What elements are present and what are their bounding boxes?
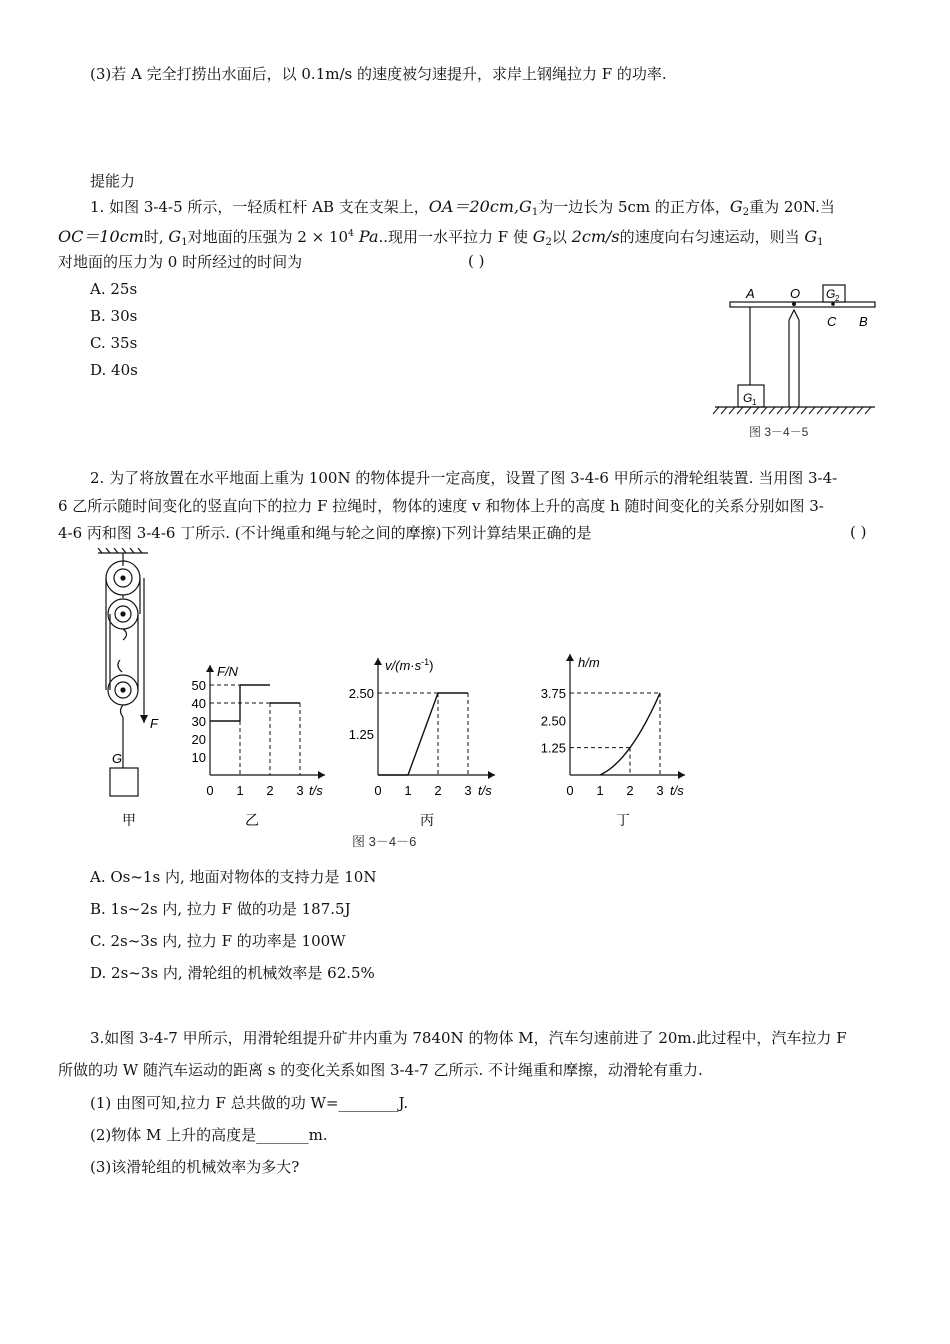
q2-line1: 2. 为了将放置在水平地面上重为 100N 的物体提升一定高度，设置了图 3-4-6 甲所示的滑轮组装置. 当用图 3-4-: [90, 469, 838, 487]
label-jia: 甲: [122, 812, 136, 828]
chart-ding-name: 丁: [616, 812, 630, 828]
chart-bing: [340, 650, 510, 830]
chart-ding-ylabel: h/m: [578, 655, 600, 670]
chart-bing-name: 丙: [420, 812, 434, 828]
yi-xtick-label: 0: [206, 783, 214, 798]
chart-yi-name: 乙: [245, 812, 259, 828]
ding-xtick-label: 1: [596, 783, 604, 798]
figure-caption-346: 图 3－4－6: [352, 834, 417, 849]
bing-ytick-label: 2.50: [348, 686, 374, 701]
label-g2-sub: 2: [835, 294, 840, 303]
yi-ytick-label: 40: [191, 696, 206, 711]
q3-sub2: (2)物体 M 上升的高度是_______m.: [90, 1126, 328, 1144]
label-f: F: [150, 716, 158, 731]
yi-xtick-label: 3: [296, 783, 304, 798]
q3-sub1: (1) 由图可知,拉力 F 总共做的功 W=________J.: [90, 1094, 409, 1112]
q2-line3: 4-6 丙和图 3-4-6 丁所示. (不计绳重和绳与轮之间的摩擦)下列计算结果正确的是: [58, 524, 592, 542]
chart-bing-xlabel: t/s: [478, 783, 492, 798]
bing-xtick-label: 2: [434, 783, 442, 798]
q2-line2: 6 乙所示随时间变化的竖直向下的拉力 F 拉绳时，物体的速度 v 和物体上升的高度 h 随时间变化的关系分别如图 3-: [58, 497, 824, 515]
chart-yi: [185, 660, 335, 830]
q1-option-b: B. 30s: [90, 307, 138, 325]
figure-caption-345: 图 3－4－5: [749, 425, 809, 439]
bing-xtick-label: 0: [374, 783, 382, 798]
chart-ding-xlabel: t/s: [670, 783, 684, 798]
q2-answer-paren: ( ): [850, 523, 867, 541]
label-a: A: [746, 286, 755, 301]
yi-ytick-label: 30: [191, 714, 206, 729]
q1-option-d: D. 40s: [90, 361, 138, 379]
q1-option-c: C. 35s: [90, 334, 138, 352]
chart-bing-ylabel: $v/(m\cdot s^{-1})$: [385, 657, 434, 673]
yi-ytick-label: 50: [191, 678, 206, 693]
yi-ytick-label: 20: [191, 732, 206, 747]
q1-line2: OC＝10cm时, $G_1$对地面的压强为 $2 \times 10^4$ Pa..现用一水平拉力 F 使 $G_2$以 2cm/s的速度向右匀速运动，则当 $G_1$: [58, 227, 824, 248]
ding-ytick-label: 2.50: [540, 713, 566, 729]
chart-yi-xlabel: t/s: [309, 783, 323, 798]
label-b: B: [859, 314, 868, 329]
label-g: G: [112, 751, 123, 766]
bing-xtick-label: 3: [464, 783, 472, 798]
label-c: C: [827, 314, 837, 329]
bing-xtick-label: 1: [404, 783, 412, 798]
ding-ytick-label: 1.25: [540, 740, 566, 756]
chart-yi-ylabel: F/N: [217, 664, 238, 679]
q3-sub3: (3)该滑轮组的机械效率为多大?: [90, 1158, 300, 1176]
section-title: 提能力: [90, 172, 136, 190]
yi-ytick-label: 10: [191, 750, 206, 765]
label-o: O: [790, 286, 801, 301]
q2-option-c: C. 2s~3s 内, 拉力 F 的功率是 100W: [90, 932, 346, 950]
ding-ytick-label: 3.75: [540, 686, 566, 701]
prev-question-3: (3)若 A 完全打捞出水面后，以 0.1m/s 的速度被匀速提升，求岸上钢绳拉力 F 的功率.: [90, 65, 667, 83]
ding-xtick-label: 2: [626, 783, 634, 798]
label-g1: G: [743, 391, 753, 405]
ding-xtick-label: 3: [656, 783, 664, 798]
q1-line1: 1. 如图 3-4-5 所示，一轻质杠杆 AB 支在支架上，$OA=20cm,G_1$为一边长为 5cm 的正方体，$G_2$重为 20N.当: [90, 197, 835, 218]
q2-option-d: D. 2s~3s 内, 滑轮组的机械效率是 62.5%: [90, 964, 375, 982]
q1-answer-paren: ( ): [468, 252, 485, 270]
chart-ding: [530, 650, 700, 830]
label-g1-sub: 1: [752, 398, 757, 407]
pulley-figure: [90, 548, 180, 833]
yi-xtick-label: 1: [236, 783, 244, 798]
ding-xtick-label: 0: [566, 783, 574, 798]
lever-figure: [705, 280, 885, 445]
label-g2: G: [826, 287, 836, 301]
q1-line3: 对地面的压力为 0 时所经过的时间为: [58, 253, 303, 271]
q1-option-a: A. 25s: [90, 280, 138, 298]
q2-option-b: B. 1s~2s 内, 拉力 F 做的功是 187.5J: [90, 900, 351, 918]
bing-ytick-label: 1.25: [348, 727, 374, 742]
q3-line1: 3.如图 3-4-7 甲所示，用滑轮组提升矿井内重为 7840N 的物体 M，汽车匀速前进了 20m.此过程中，汽车拉力 F: [90, 1029, 847, 1047]
bing-series-line: [378, 693, 468, 775]
q2-option-a: A. Os~1s 内, 地面对物体的支持力是 10N: [90, 868, 377, 886]
q3-line2: 所做的功 W 随汽车运动的距离 s 的变化关系如图 3-4-7 乙所示. 不计绳重和摩擦，动滑轮有重力.: [58, 1061, 703, 1079]
yi-xtick-label: 2: [266, 783, 274, 798]
